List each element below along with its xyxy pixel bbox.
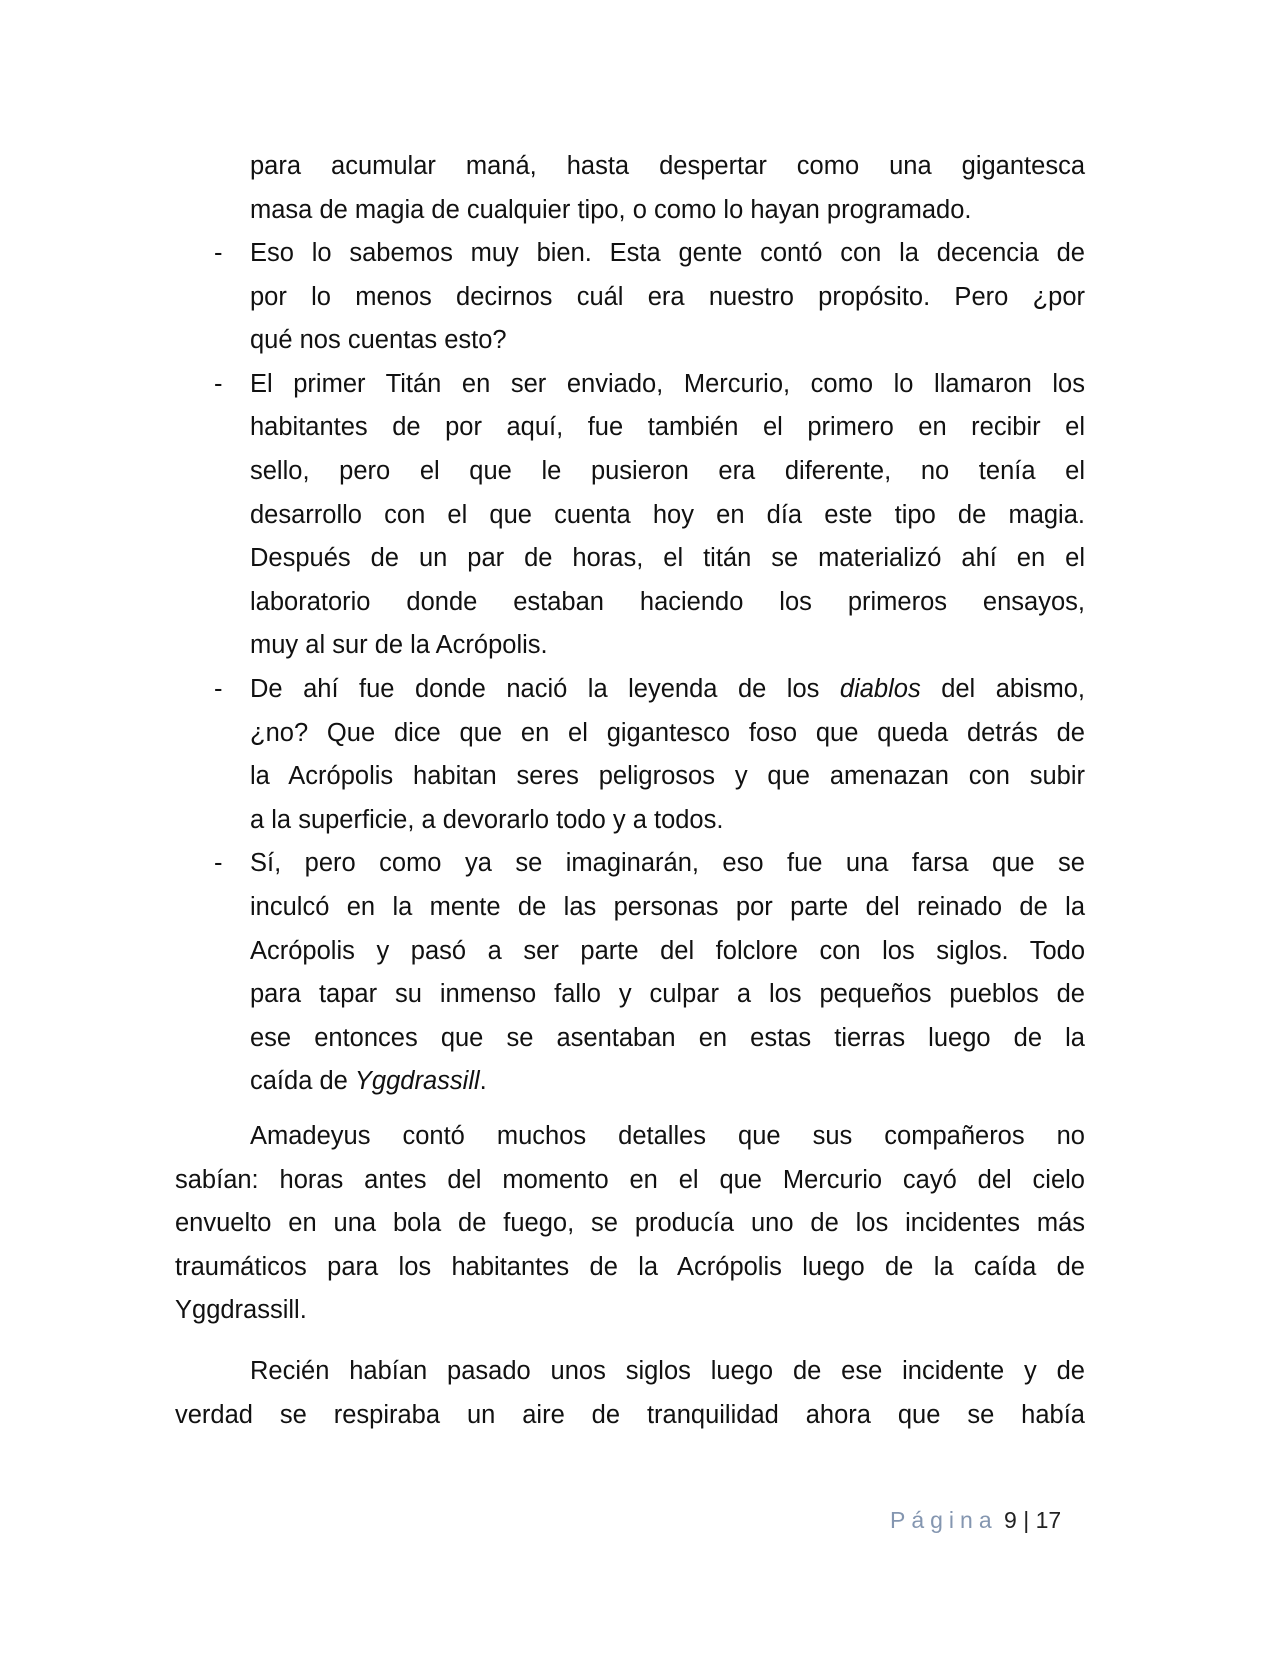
dialogue-item [214, 363, 1085, 668]
text-line: qué nos cuentas esto? [250, 326, 507, 355]
text-line: Eso lo sabemos muy bien. Esta gente contó con la decencia de [250, 239, 1085, 267]
text-line: sello, pero el que le pusieron era diferente, no tenía el [250, 456, 1085, 485]
text-line: habitantes de por aquí, fue también el primero en recibir el [250, 413, 1085, 442]
dialogue-item [214, 668, 1085, 842]
dash-bullet: - [214, 674, 223, 703]
text-line: sabían: horas antes del momento en el que Mercurio cayó del cielo [175, 1165, 1085, 1194]
text-line: Recién habían pasado unos siglos luego de ese incidente y de [250, 1357, 1085, 1385]
dialogue-item [214, 842, 1085, 1104]
page-separator: | [1023, 1507, 1030, 1533]
text-line: envuelto en una bola de fuego, se producía uno de los incidentes más [175, 1209, 1085, 1238]
text-line: desarrollo con el que cuenta hoy en día este tipo de magia. [250, 500, 1085, 529]
page-total: 17 [1035, 1507, 1062, 1533]
dialogue-list [214, 232, 1085, 1104]
dash-bullet: - [214, 239, 223, 267]
text-line: inculcó en la mente de las personas por parte del reinado de la [250, 892, 1085, 921]
text-line: verdad se respiraba un aire de tranquilidad ahora que se había [175, 1400, 1085, 1429]
text-line: masa de magia de cualquier tipo, o como lo hayan programado. [250, 195, 972, 224]
page-label: Página [890, 1507, 998, 1533]
text-line: ese entonces que se asentaban en estas tierras luego de la [250, 1023, 1085, 1052]
text-line: caída de Yggdrassill. [250, 1067, 487, 1096]
text-line: Amadeyus contó muchos detalles que sus compañeros no [250, 1122, 1085, 1150]
dash-bullet: - [214, 849, 223, 878]
text-line: muy al sur de la Acrópolis. [250, 631, 548, 660]
text-line: Sí, pero como ya se imaginarán, eso fue una farsa que se [250, 849, 1085, 878]
text-line: Después de un par de horas, el titán se materializó ahí en el [250, 544, 1085, 573]
text-line: traumáticos para los habitantes de la Acrópolis luego de la caída de [175, 1252, 1085, 1281]
paragraph-2 [175, 1350, 1085, 1437]
text-line: la Acrópolis habitan seres peligrosos y que amenazan con subir [250, 762, 1085, 791]
dash-bullet: - [214, 369, 223, 398]
text-line: Acrópolis y pasó a ser parte del folclore con los siglos. Todo [250, 936, 1085, 965]
text-line: ¿no? Que dice que en el gigantesco foso que queda detrás de [250, 718, 1085, 747]
text-line: por lo menos decirnos cuál era nuestro propósito. Pero ¿por [250, 282, 1085, 311]
text-line: para acumular maná, hasta despertar como una gigantesca [250, 152, 1085, 180]
text-line: a la superficie, a devorarlo todo y a todos. [250, 805, 724, 834]
text-line: De ahí fue donde nació la leyenda de los diablos del abismo, [250, 674, 1085, 703]
dialogue-item [214, 232, 1085, 363]
page-footer [890, 1500, 1061, 1540]
text-line: para tapar su inmenso fallo y culpar a los pequeños pueblos de [250, 980, 1085, 1009]
page-number: 9 [1004, 1507, 1017, 1533]
paragraph-1 [175, 1115, 1085, 1333]
text-line: laboratorio donde estaban haciendo los primeros ensayos, [250, 587, 1085, 616]
text-line: El primer Titán en ser enviado, Mercurio, como lo llamaron los [250, 369, 1085, 398]
continuation-text [250, 145, 1085, 232]
text-line: Yggdrassill. [175, 1296, 307, 1325]
